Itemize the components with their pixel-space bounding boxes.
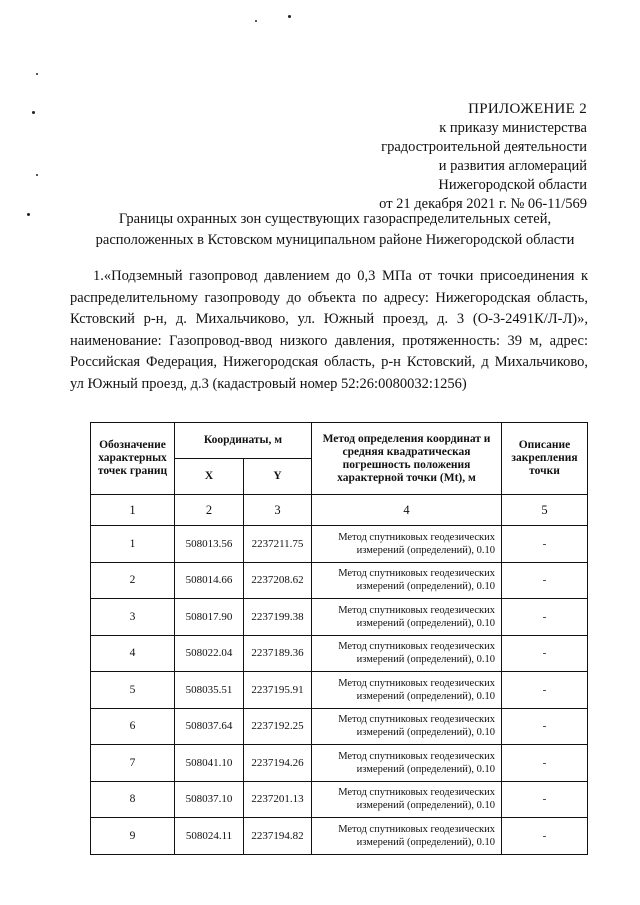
scan-speck bbox=[32, 111, 35, 114]
table-row bbox=[91, 599, 588, 636]
annex-order-date: от 21 декабря 2021 г. № 06-11/569 bbox=[379, 196, 587, 212]
method-line: измерений (определений), 0.10 bbox=[356, 581, 495, 593]
fixing-description: - bbox=[502, 818, 588, 855]
coord-y: 2237194.26 bbox=[244, 745, 312, 782]
scan-speck bbox=[27, 213, 30, 216]
table-row bbox=[91, 745, 588, 782]
coord-x: 508014.66 bbox=[175, 562, 244, 599]
column-number: 4 bbox=[312, 495, 502, 526]
coord-y: 2237201.13 bbox=[244, 781, 312, 818]
column-number: 3 bbox=[244, 495, 312, 526]
method-line: Метод спутниковых геодезических bbox=[338, 531, 495, 543]
scan-speck bbox=[288, 15, 291, 18]
coordinates-table bbox=[90, 422, 588, 855]
fixing-description: - bbox=[502, 781, 588, 818]
method-line: измерений (определений), 0.10 bbox=[356, 727, 495, 739]
point-number: 5 bbox=[91, 672, 175, 709]
method-line: Метод спутниковых геодезических bbox=[338, 714, 495, 726]
document-title bbox=[70, 209, 600, 251]
document-title-line: расположенных в Кстовском муниципальном районе Нижегородской области bbox=[95, 232, 575, 248]
point-number: 8 bbox=[91, 781, 175, 818]
point-number: 1 bbox=[91, 526, 175, 563]
coord-y: 2237192.25 bbox=[244, 708, 312, 745]
method-line: Метод спутниковых геодезических bbox=[338, 823, 495, 835]
method-cell bbox=[312, 745, 502, 782]
annex-title: ПРИЛОЖЕНИЕ 2 bbox=[468, 101, 587, 117]
table-row bbox=[91, 708, 588, 745]
table-row bbox=[91, 781, 588, 818]
method-line: Метод спутниковых геодезических bbox=[338, 750, 495, 762]
coord-x: 508013.56 bbox=[175, 526, 244, 563]
coord-x: 508022.04 bbox=[175, 635, 244, 672]
method-cell bbox=[312, 672, 502, 709]
table-row bbox=[91, 672, 588, 709]
method-cell bbox=[312, 635, 502, 672]
coord-x: 508024.11 bbox=[175, 818, 244, 855]
fixing-description: - bbox=[502, 708, 588, 745]
method-line: Метод спутниковых геодезических bbox=[338, 568, 495, 580]
header-description: Описание закрепления точки bbox=[502, 423, 588, 495]
fixing-description: - bbox=[502, 526, 588, 563]
scan-speck bbox=[36, 174, 38, 176]
method-line: Метод спутниковых геодезических bbox=[338, 677, 495, 689]
scan-speck bbox=[255, 20, 257, 22]
method-cell bbox=[312, 599, 502, 636]
object-description: 1.«Подземный газопровод давлением до 0,3 МПа от точки присоединения к распределительному газопроводу до объекта по адресу: Нижегородская область, Кстовский р-н, д. Михальчиково, ул. Южный проезд, д. 3 (О-3-2491К/Л-Л)», наименование: Газопровод-ввод низкого давления, протяженность: 39 м, адрес: Российская Федерация, Нижегородская область, р-н Кстовский, д Михальчиково, ул Южный проезд, д.3 (кадастровый номер 52:26:0080032:1256) bbox=[70, 268, 588, 392]
point-number: 2 bbox=[91, 562, 175, 599]
column-numbers-row bbox=[91, 495, 588, 526]
annex-line: градостроительной деятельности bbox=[381, 139, 587, 155]
header-x: X bbox=[175, 459, 244, 495]
coord-y: 2237194.82 bbox=[244, 818, 312, 855]
fixing-description: - bbox=[502, 745, 588, 782]
header-coords: Координаты, м bbox=[175, 423, 312, 459]
fixing-description: - bbox=[502, 562, 588, 599]
annex-line: к приказу министерства bbox=[439, 120, 587, 136]
coord-x: 508037.64 bbox=[175, 708, 244, 745]
point-number: 9 bbox=[91, 818, 175, 855]
header-point: Обозначение характерных точек границ bbox=[91, 423, 175, 495]
table-row bbox=[91, 635, 588, 672]
header-method: Метод определения координат и средняя квадратическая погрешность положения характерной точки (Mt), м bbox=[312, 423, 502, 495]
table-row bbox=[91, 818, 588, 855]
method-line: Метод спутниковых геодезических bbox=[338, 787, 495, 799]
coord-y: 2237189.36 bbox=[244, 635, 312, 672]
point-number: 6 bbox=[91, 708, 175, 745]
method-line: измерений (определений), 0.10 bbox=[356, 617, 495, 629]
point-number: 7 bbox=[91, 745, 175, 782]
header-y: Y bbox=[244, 459, 312, 495]
method-cell bbox=[312, 781, 502, 818]
coord-y: 2237195.91 bbox=[244, 672, 312, 709]
column-number: 1 bbox=[91, 495, 175, 526]
column-number: 2 bbox=[175, 495, 244, 526]
method-line: измерений (определений), 0.10 bbox=[356, 836, 495, 848]
document-title-line: Границы охранных зон существующих газораспределительных сетей, bbox=[118, 211, 552, 227]
method-line: измерений (определений), 0.10 bbox=[356, 544, 495, 556]
method-line: Метод спутниковых геодезических bbox=[338, 604, 495, 616]
method-line: измерений (определений), 0.10 bbox=[356, 690, 495, 702]
coord-y: 2237211.75 bbox=[244, 526, 312, 563]
fixing-description: - bbox=[502, 635, 588, 672]
method-cell bbox=[312, 562, 502, 599]
fixing-description: - bbox=[502, 599, 588, 636]
scan-speck bbox=[36, 73, 38, 75]
method-line: измерений (определений), 0.10 bbox=[356, 654, 495, 666]
method-line: измерений (определений), 0.10 bbox=[356, 800, 495, 812]
annex-header bbox=[257, 100, 587, 214]
coord-x: 508037.10 bbox=[175, 781, 244, 818]
annex-line: Нижегородской области bbox=[438, 177, 587, 193]
coord-x: 508035.51 bbox=[175, 672, 244, 709]
fixing-description: - bbox=[502, 672, 588, 709]
table-row bbox=[91, 526, 588, 563]
method-line: Метод спутниковых геодезических bbox=[338, 641, 495, 653]
coord-y: 2237208.62 bbox=[244, 562, 312, 599]
point-number: 4 bbox=[91, 635, 175, 672]
method-line: измерений (определений), 0.10 bbox=[356, 763, 495, 775]
coord-x: 508041.10 bbox=[175, 745, 244, 782]
table-row bbox=[91, 562, 588, 599]
annex-line: и развития агломераций bbox=[438, 158, 587, 174]
method-cell bbox=[312, 526, 502, 563]
column-number: 5 bbox=[502, 495, 588, 526]
method-cell bbox=[312, 708, 502, 745]
coord-y: 2237199.38 bbox=[244, 599, 312, 636]
coord-x: 508017.90 bbox=[175, 599, 244, 636]
point-number: 3 bbox=[91, 599, 175, 636]
method-cell bbox=[312, 818, 502, 855]
